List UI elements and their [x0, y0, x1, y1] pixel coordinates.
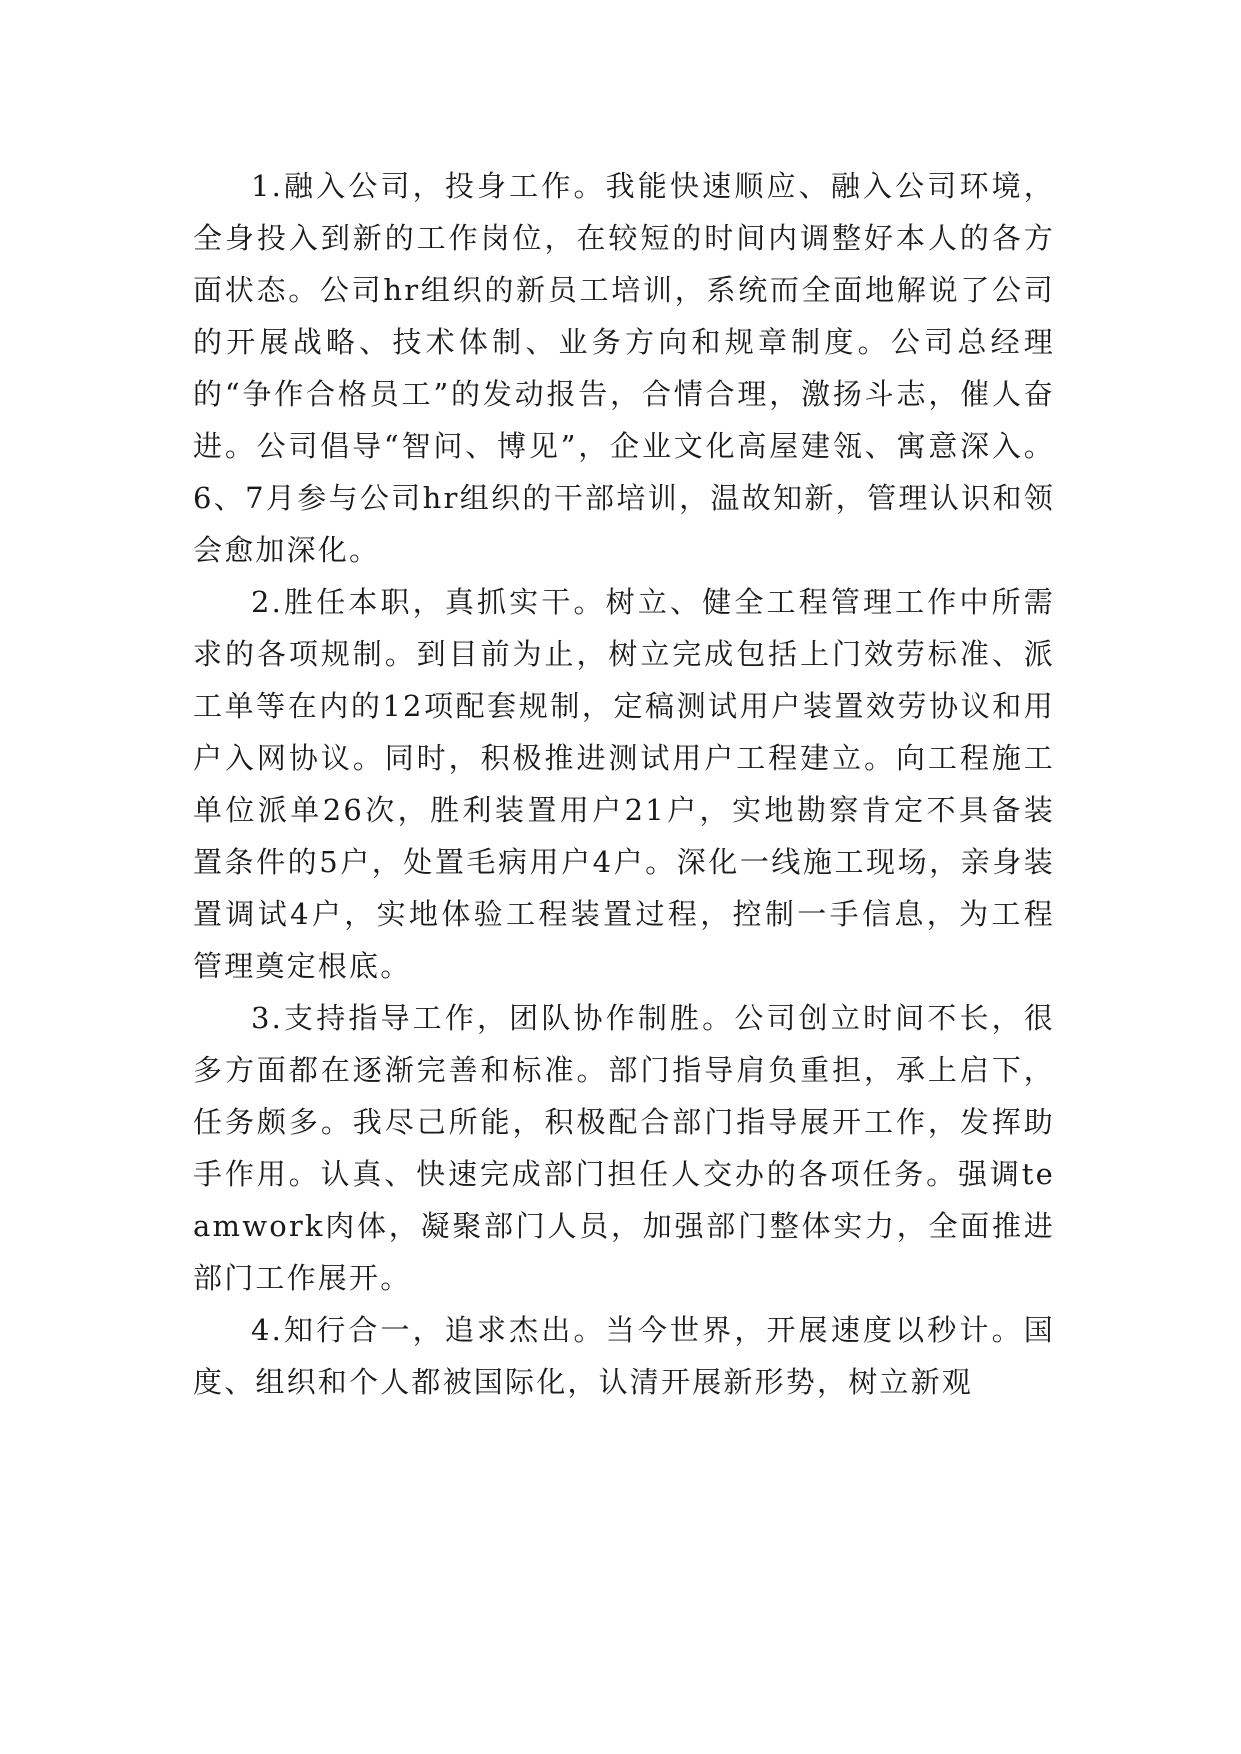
document-body	[193, 160, 1055, 1408]
paragraph-3: 3.支持指导工作，团队协作制胜。公司创立时间不长，很多方面都在逐渐完善和标准。部门指导肩负重担，承上启下，任务颇多。我尽己所能，积极配合部门指导展开工作，发挥助手作用。认真、快速完成部门担任人交办的各项任务。强调teamwork肉体，凝聚部门人员，加强部门整体实力，全面推进部门工作展开。	[193, 1001, 1055, 1295]
paragraph-4: 4.知行合一，追求杰出。当今世界，开展速度以秒计。国度、组织和个人都被国际化，认清开展新形势，树立新观	[193, 1313, 1055, 1399]
paragraph-1: 1.融入公司，投身工作。我能快速顺应、融入公司环境，全身投入到新的工作岗位，在较短的时间内调整好本人的各方面状态。公司hr组织的新员工培训，系统而全面地解说了公司的开展战略、技术体制、业务方向和规章制度。公司总经理的“争作合格员工”的发动报告，合情合理，激扬斗志，催人奋进。公司倡导“智问、博见”，企业文化高屋建瓴、寓意深入。6、7月参与公司hr组织的干部培训，温故知新，管理认识和领会愈加深化。	[193, 169, 1055, 567]
paragraph-2: 2.胜任本职，真抓实干。树立、健全工程管理工作中所需求的各项规制。到目前为止，树立完成包括上门效劳标准、派工单等在内的12项配套规制，定稿测试用户装置效劳协议和用户入网协议。同时，积极推进测试用户工程建立。向工程施工单位派单26次，胜利装置用户21户，实地勘察肯定不具备装置条件的5户，处置毛病用户4户。深化一线施工现场，亲身装置调试4户，实地体验工程装置过程，控制一手信息，为工程管理奠定根底。	[193, 585, 1055, 983]
